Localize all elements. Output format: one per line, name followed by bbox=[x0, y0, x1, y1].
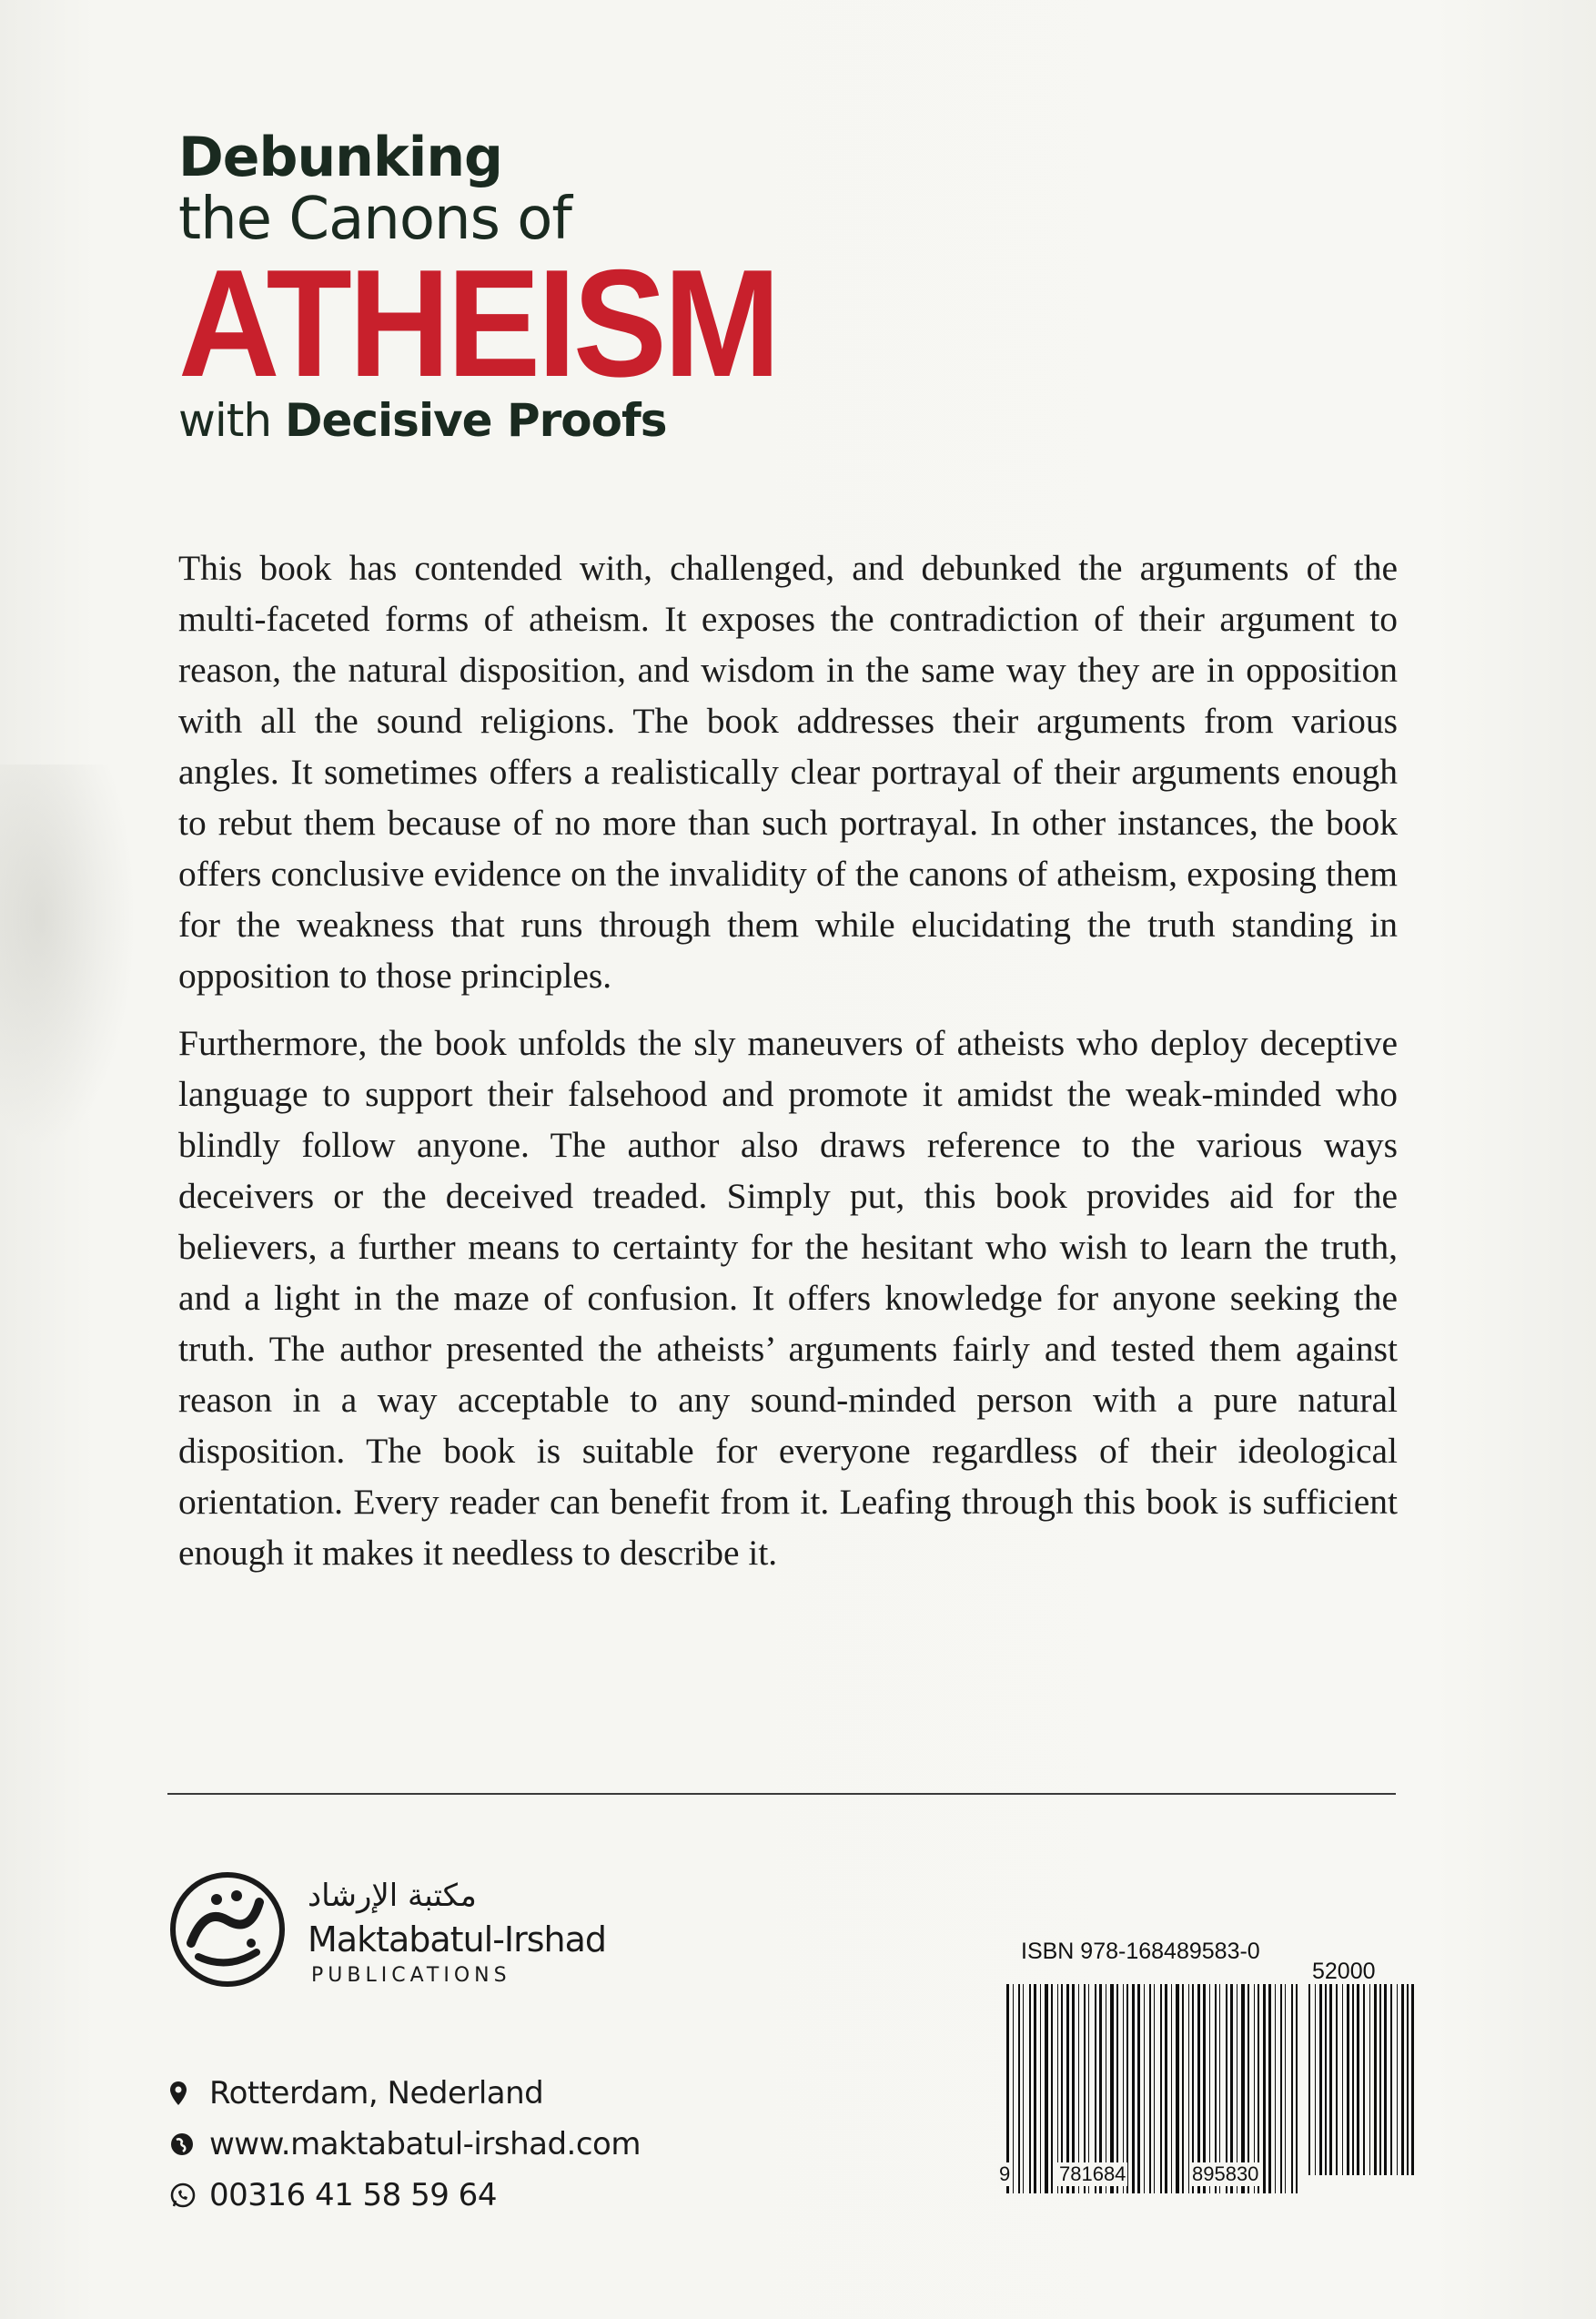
book-title bbox=[178, 127, 997, 448]
title-decisive-proofs: Decisive Proofs bbox=[284, 394, 667, 447]
barcode-digit-group-2: 895830 bbox=[1192, 2162, 1259, 2185]
title-with: with bbox=[178, 394, 285, 447]
blurb bbox=[178, 542, 1398, 1595]
contact-info bbox=[169, 2068, 715, 2221]
globe-icon bbox=[169, 2132, 209, 2157]
location-text: Rotterdam, Nederland bbox=[209, 2075, 544, 2111]
contact-phone bbox=[169, 2170, 715, 2221]
website-link[interactable]: www.maktabatul-irshad.com bbox=[209, 2126, 641, 2162]
title-line-canons: the Canons of bbox=[178, 186, 571, 253]
divider-line bbox=[167, 1793, 1396, 1795]
phone-number: 00316 41 58 59 64 bbox=[209, 2177, 497, 2213]
publisher-block bbox=[164, 1870, 673, 1998]
barcode-bars-price bbox=[1308, 1984, 1418, 2175]
paper-stain bbox=[0, 765, 136, 1147]
title-line-atheism: ATHEISM bbox=[178, 238, 778, 409]
publisher-arabic-name: مكتبة الإرشاد bbox=[308, 1878, 477, 1914]
publisher-subtitle: PUBLICATIONS bbox=[311, 1964, 511, 1987]
whatsapp-icon bbox=[169, 2182, 209, 2209]
blurb-paragraph-2: Furthermore, the book unfolds the sly maneuvers of atheists who deploy deceptive language to support their falsehood and promote it amidst the weak-minded who blindly follow anyone. The author also draws reference to the various ways deceivers or the deceived treaded. Simply put, this book provides aid for the believers, a further means to certainty for the hesitant who wish to learn the truth, and a light in the maze of confusion. It offers knowledge for anyone seeking the truth. The author presented the atheists’ arguments fairly and tested them against reason in a way acceptable to any sound-minded person with a pure natural disposition. The book is suitable for everyone regardless of their ideological orientation. Every reader can benefit from it. Leafing through this book is sufficient enough it makes it needless to describe it. bbox=[178, 1023, 1398, 1573]
blurb-paragraph-1: This book has contended with, challenged, and debunked the arguments of the multi-faceted forms of atheism. It exposes the contradiction of their argument to reason, the natural disposition, and wisdom in the same way they are in opposition with all the sound religions. The book addresses their arguments from various angles. It sometimes offers a realistically clear portrayal of their arguments enough to rebut them because of no more than such portrayal. In other instances, the book offers conclusive evidence on the invalidity of the canons of atheism, exposing them for the weakness that runs through them while elucidating the truth standing in opposition to those principles. bbox=[178, 548, 1398, 996]
contact-website bbox=[169, 2119, 715, 2170]
barcode-digit-lead: 9 bbox=[999, 2162, 1011, 2185]
isbn-label: ISBN 978-168489583-0 bbox=[1021, 1939, 1260, 1964]
contact-location bbox=[169, 2068, 715, 2119]
price-code: 52000 bbox=[1312, 1959, 1376, 1984]
title-line-debunking: Debunking bbox=[178, 126, 503, 189]
location-pin-icon bbox=[169, 2081, 209, 2106]
publisher-logo-icon bbox=[164, 1870, 291, 1989]
publisher-name: Maktabatul-Irshad bbox=[308, 1919, 607, 1960]
barcode-digit-group-1: 781684 bbox=[1059, 2162, 1126, 2185]
isbn-barcode bbox=[997, 1939, 1425, 2193]
